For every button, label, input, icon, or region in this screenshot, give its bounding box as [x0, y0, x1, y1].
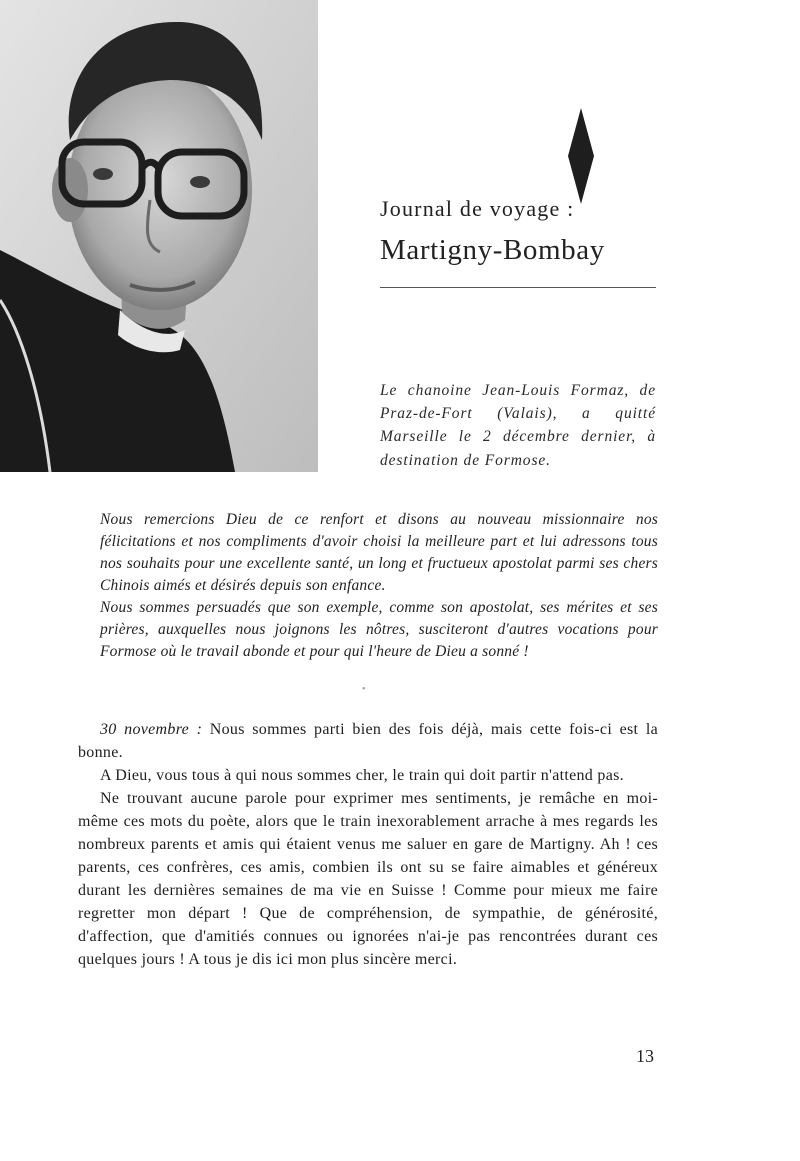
- page-number: 13: [636, 1046, 654, 1066]
- entry-date: 30 novembre :: [100, 721, 203, 738]
- intro-paragraph-1: Nous remercions Dieu de ce renfort et disons au nouveau missionnaire nos félicitations et nos compliments d'avoir choisi la meilleure part et lui adressons tous nos souhaits pour une excellente santé, un long et fructueux apostolat parmi ses chers Chinois aimés et désirés depuis son enfance.: [100, 511, 658, 594]
- body-paragraph-2: A Dieu, vous tous à qui nous sommes cher, le train qui doit partir n'attend pas.: [100, 767, 624, 784]
- portrait-photo: [0, 0, 318, 472]
- intro-paragraph-2: Nous sommes persuadés que son exemple, comme son apostolat, ses mérites et ses prières, auxquelles nous joignons les nôtres, susciteront d'autres vocations pour Formose où le travail abonde et pour qui l'heure de Dieu a sonné !: [100, 599, 658, 660]
- body-paragraph-1-text: Nous sommes parti bien des fois déjà, mais cette fois-ci est la bonne.: [78, 721, 658, 761]
- title-line-1: Journal de voyage :: [380, 196, 575, 221]
- title-divider: [380, 287, 656, 288]
- title-line-2: Martigny-Bombay: [380, 234, 605, 266]
- separator-dot: •: [362, 684, 366, 695]
- photo-caption: Le chanoine Jean-Louis Formaz, de Praz-de-Fort (Valais), a quitté Marseille le 2 décembre dernier, à destination de Formose.: [380, 382, 656, 469]
- journal-body: [78, 718, 658, 971]
- intro-text: [100, 509, 658, 663]
- body-paragraph-1: [78, 718, 658, 764]
- diamond-ornament-icon: [567, 108, 595, 204]
- body-paragraph-3: Ne trouvant aucune parole pour exprimer mes sentiments, je remâche en moi-même ces mots du poète, alors que le train inexorablement arrache à mes regards les nombreux parents et amis qui étaient venus me saluer en gare de Martigny. Ah ! ces parents, ces confrères, ces amis, combien ils ont su se faire aimables et généreux durant les dernières semaines de ma vie en Suisse ! Comme pour mieux me faire regretter mon départ ! Que de compréhension, de sympathie, de générosité, d'affection, que d'amitiés connues ou ignorées n'ai-je pas rencontrées durant ces quelques jours ! A tous je dis ici mon plus sincère merci.: [78, 790, 658, 968]
